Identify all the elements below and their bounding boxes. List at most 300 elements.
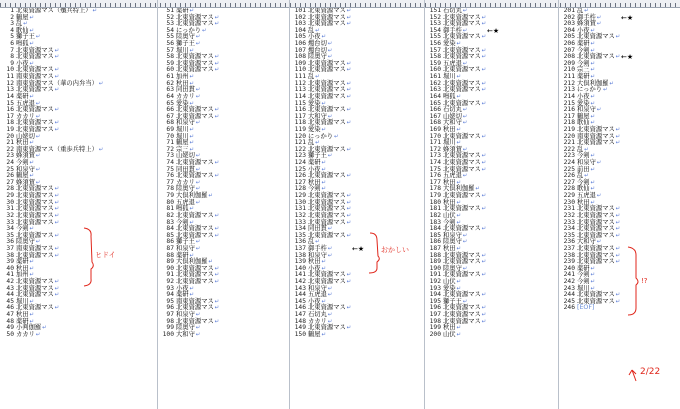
line-text: 秋田 <box>16 264 29 272</box>
line-break-icon: ↵ <box>29 41 35 48</box>
line-text: 大和守 <box>577 238 596 246</box>
line-number: 67 <box>166 112 174 120</box>
line-break-icon: ↵ <box>54 186 60 193</box>
line-number: 177 <box>429 178 441 186</box>
line-break-icon: ↵ <box>189 146 195 153</box>
line-number: 16 <box>6 106 14 114</box>
line-break-icon: ↵ <box>214 67 220 74</box>
line-number: 226 <box>563 172 575 180</box>
line-text: 北東資源マス <box>577 218 615 226</box>
line-number: 217 <box>563 112 575 120</box>
line-break-icon: ↵ <box>214 272 220 279</box>
line-text: 御手杵 <box>443 26 462 34</box>
line-text: 北東資源マス <box>443 159 481 167</box>
line-text: 北東資源マス <box>176 264 214 272</box>
line-text: 北東資源マス <box>176 231 214 239</box>
line-text: 山伏 <box>443 277 456 285</box>
line-text: 北東資源マス <box>176 172 214 180</box>
line-number: 187 <box>429 244 441 252</box>
line-break-icon: ↵ <box>481 160 487 167</box>
line-text: 北東資源マス <box>308 119 346 127</box>
line-text: 秋田 <box>443 244 456 252</box>
line-break-icon: ↵ <box>584 173 589 180</box>
line-break-icon: ↵ <box>315 27 320 34</box>
line-break-icon: ↵ <box>214 14 220 21</box>
line-text: 北東資源マス <box>16 53 54 61</box>
line-number: 77 <box>166 178 174 186</box>
line-break-icon: ↵ <box>42 325 47 332</box>
line-break-icon: ↵ <box>481 21 487 28</box>
line-number: 65 <box>166 99 174 107</box>
line-text: 北東資源マス <box>443 132 481 140</box>
line-text: 北東資源マス <box>308 277 346 285</box>
line-number: 238 <box>563 251 575 259</box>
line-text: 小判伽羅 <box>16 324 42 332</box>
line-text: 蜂須賀 <box>577 20 596 28</box>
line-break-icon: ↵ <box>29 27 35 34</box>
line-number: 110 <box>294 66 306 74</box>
line-number: 113 <box>294 86 306 94</box>
line-number: 12 <box>6 79 14 87</box>
line-text: 北東資源マス <box>16 125 54 133</box>
line-break-icon: ↵ <box>321 179 327 186</box>
line-break-icon: ↵ <box>456 179 462 186</box>
line-text: 五虎退 <box>308 291 327 299</box>
line-text: 陸奥守 <box>308 53 327 61</box>
line-number: 222 <box>563 145 575 153</box>
line-break-icon: ↵ <box>346 278 352 285</box>
line-break-icon: ↵ <box>462 265 468 272</box>
line-break-icon: ↵ <box>456 74 462 81</box>
line-number: 184 <box>429 225 441 233</box>
line-break-icon: ↵ <box>456 285 462 292</box>
line-text: 鳴狐 <box>443 92 456 100</box>
line-break-icon: ↵ <box>321 298 327 305</box>
line-text: 愛染 <box>443 40 456 48</box>
line-number: 91 <box>166 271 174 279</box>
line-break-icon: ↵ <box>590 47 596 54</box>
line-text: 鶴屋 <box>176 139 189 147</box>
line-break-icon: ↵ <box>29 312 35 319</box>
line-text: 今剣 <box>176 218 189 226</box>
line-break-icon: ↵ <box>346 14 352 21</box>
line-break-icon: ↵ <box>98 146 104 153</box>
line-break-icon: ↵ <box>596 107 602 114</box>
line-text: 北東資源マス <box>176 13 214 21</box>
editor-line[interactable] <box>0 332 156 339</box>
line-number: 150 <box>294 330 306 338</box>
editor-column-4[interactable] <box>427 8 555 409</box>
line-break-icon: ↵ <box>315 74 320 81</box>
line-number: 73 <box>166 152 174 160</box>
line-text: 北東資源マス <box>176 304 214 312</box>
line-number: 190 <box>429 264 441 272</box>
editor-column-3[interactable] <box>292 8 422 409</box>
line-break-icon: ↵ <box>615 206 621 213</box>
line-number: 87 <box>166 244 174 252</box>
line-text: 和泉守 <box>176 119 195 127</box>
line-number: 149 <box>294 324 306 332</box>
line-break-icon: ↵ <box>603 87 608 94</box>
line-number: 186 <box>429 238 441 246</box>
line-number: 97 <box>166 311 174 319</box>
line-text: 御手杵 <box>577 13 596 21</box>
editor-line[interactable] <box>160 332 286 339</box>
line-break-icon: ↵ <box>590 272 596 279</box>
line-number: 123 <box>294 152 306 160</box>
line-number: 178 <box>429 185 441 193</box>
line-break-icon: ↵ <box>346 87 352 94</box>
star-marker: ←★ <box>621 53 634 62</box>
line-break-icon: ↵ <box>189 74 195 81</box>
line-text: 北東資源マス <box>308 172 346 180</box>
line-text: 山姥切 <box>16 132 35 140</box>
line-number: 202 <box>563 13 575 21</box>
line-number: 220 <box>563 132 575 140</box>
line-number: 44 <box>6 291 14 299</box>
line-text: 北東資源マス <box>308 79 346 87</box>
line-break-icon: ↵ <box>462 298 468 305</box>
line-break-icon: ↵ <box>321 100 327 107</box>
line-break-icon: ↵ <box>481 252 487 259</box>
line-break-icon: ↵ <box>202 27 207 34</box>
line-number: 70 <box>166 132 174 140</box>
line-number: 216 <box>563 106 575 114</box>
line-text: 北東資源マス <box>443 304 481 312</box>
line-break-icon: ↵ <box>590 100 596 107</box>
editor-line[interactable] <box>427 332 555 339</box>
line-number: 14 <box>6 92 14 100</box>
line-break-icon: ↵ <box>456 245 462 252</box>
line-break-icon: ↵ <box>35 113 41 120</box>
line-break-icon: ↵ <box>321 126 327 133</box>
line-text: 秋田 <box>16 139 29 147</box>
line-text: 北東資源マス <box>176 211 214 219</box>
line-text: 宗三 <box>577 66 590 74</box>
editor-line[interactable] <box>561 305 680 312</box>
line-number: 193 <box>429 284 441 292</box>
line-break-icon: ↵ <box>584 8 589 14</box>
line-break-icon: ↵ <box>54 126 60 133</box>
line-break-icon: ↵ <box>189 80 195 87</box>
line-number: 53 <box>166 20 174 28</box>
line-number: 211 <box>563 73 575 81</box>
line-break-icon: ↵ <box>615 34 621 41</box>
line-text: 蜂須賀 <box>16 178 35 186</box>
line-text: カカリ <box>16 330 35 338</box>
line-break-icon: ↵ <box>195 325 201 332</box>
line-text: 北東資源マス <box>577 251 615 259</box>
line-text: 五虎退 <box>443 59 462 67</box>
line-number: 96 <box>166 304 174 312</box>
line-number: 45 <box>6 297 14 305</box>
line-text: 北東資源マス <box>443 99 481 107</box>
line-text: 南東資源マス（華の内弁当） <box>16 79 98 87</box>
line-text: 北東資源マス <box>308 59 346 67</box>
line-text: 北東資源マス <box>176 66 214 74</box>
editor-column-5[interactable] <box>561 8 680 409</box>
line-break-icon: ↵ <box>462 120 468 127</box>
line-number: 126 <box>294 172 306 180</box>
line-break-icon: ↵ <box>590 166 596 173</box>
eof-marker: [EOF] <box>577 304 595 312</box>
line-break-icon: ↵ <box>590 186 596 193</box>
line-number: 39 <box>6 258 14 266</box>
line-number: 233 <box>563 218 575 226</box>
line-number: 24 <box>6 159 14 167</box>
line-text: 獅子王 <box>176 238 195 246</box>
line-number: 161 <box>429 73 441 81</box>
line-break-icon: ↵ <box>596 160 602 167</box>
line-break-icon: ↵ <box>462 173 468 180</box>
line-break-icon: ↵ <box>475 186 481 193</box>
line-number: 223 <box>563 152 575 160</box>
line-break-icon: ↵ <box>327 54 333 61</box>
line-number: 122 <box>294 145 306 153</box>
line-break-icon: ↵ <box>346 80 352 87</box>
line-break-icon: ↵ <box>29 226 35 233</box>
line-text: 北東資源マス <box>16 218 54 226</box>
line-number: 136 <box>294 238 306 246</box>
line-text: 北東資源マス <box>308 8 346 14</box>
line-break-icon: ↵ <box>54 67 60 74</box>
line-text: 薬研 <box>577 264 590 272</box>
line-break-icon: ↵ <box>321 259 327 266</box>
line-break-icon: ↵ <box>481 14 487 21</box>
line-text: 北東資源マス <box>176 225 214 233</box>
line-break-icon: ↵ <box>29 173 35 180</box>
line-number: 153 <box>429 20 441 28</box>
line-number: 140 <box>294 264 306 272</box>
line-break-icon: ↵ <box>54 292 60 299</box>
line-number: 3 <box>10 20 14 28</box>
line-number: 192 <box>429 277 441 285</box>
line-number: 71 <box>166 139 174 147</box>
line-break-icon: ↵ <box>615 133 621 140</box>
line-text: 北東資源マス <box>577 125 615 133</box>
line-number: 154 <box>429 26 441 34</box>
line-break-icon: ↵ <box>54 120 60 127</box>
line-number: 130 <box>294 198 306 206</box>
line-break-icon: ↵ <box>481 67 487 74</box>
line-break-icon: ↵ <box>214 318 220 325</box>
line-text: 北東資源マス <box>577 244 615 252</box>
line-text: 愛染 <box>176 99 189 107</box>
line-text: 北東資源マス <box>176 59 214 67</box>
line-text: 歌仙 <box>577 185 590 193</box>
line-number: 176 <box>429 172 441 180</box>
line-number: 197 <box>429 311 441 319</box>
line-number: 135 <box>294 231 306 239</box>
line-text: 北東資源マス <box>16 231 54 239</box>
line-break-icon: ↵ <box>327 226 333 233</box>
line-break-icon: ↵ <box>35 133 41 140</box>
line-number: 234 <box>563 225 575 233</box>
line-number: 196 <box>429 304 441 312</box>
line-number: 28 <box>6 185 14 193</box>
line-number: 179 <box>429 192 441 200</box>
line-break-icon: ↵ <box>615 292 621 299</box>
line-text: 秋田 <box>308 178 321 186</box>
line-number: 47 <box>6 311 14 319</box>
line-number: 188 <box>429 251 441 259</box>
line-text: 和泉守 <box>16 165 35 173</box>
line-number: 180 <box>429 198 441 206</box>
line-number: 168 <box>429 119 441 127</box>
line-number: 191 <box>429 271 441 279</box>
line-number: 21 <box>6 139 14 147</box>
line-break-icon: ↵ <box>214 113 220 120</box>
line-break-icon: ↵ <box>214 265 220 272</box>
line-text: にっかり <box>176 26 202 34</box>
line-break-icon: ↵ <box>189 47 195 54</box>
line-text: 今剣 <box>577 277 590 285</box>
line-number: 205 <box>563 33 575 41</box>
line-break-icon: ↵ <box>54 305 60 312</box>
line-number: 206 <box>563 40 575 48</box>
line-text: 北東資源マス <box>16 251 54 259</box>
line-break-icon: ↵ <box>346 212 352 219</box>
line-number: 129 <box>294 192 306 200</box>
line-text: 北東資源マス <box>176 317 214 325</box>
line-number: 199 <box>429 324 441 332</box>
line-break-icon: ↵ <box>195 179 201 186</box>
line-number: 46 <box>6 304 14 312</box>
line-text: 秋田 <box>443 125 456 133</box>
line-text: 同田貫 <box>176 165 195 173</box>
editor-column-2[interactable] <box>160 8 286 409</box>
line-text: 今剣 <box>577 46 590 54</box>
line-break-icon: ↵ <box>590 41 596 48</box>
line-break-icon: ↵ <box>590 285 596 292</box>
line-break-icon: ↵ <box>321 160 327 167</box>
line-text: 和泉守 <box>577 159 596 167</box>
line-text: 薬研 <box>16 258 29 266</box>
line-number: 128 <box>294 185 306 193</box>
line-break-icon: ↵ <box>346 107 352 114</box>
line-text: 北東資源マス <box>16 291 54 299</box>
line-text: 薬研 <box>176 251 189 259</box>
line-number: 242 <box>563 277 575 285</box>
line-text: 北東資源マス <box>176 106 214 114</box>
line-break-icon: ↵ <box>214 226 220 233</box>
line-text: 堀川 <box>176 46 189 54</box>
line-text: 南東資源マス <box>577 132 615 140</box>
line-text: 北東資源マス <box>443 291 481 299</box>
line-number: 9 <box>10 59 14 67</box>
line-text: 北東資源マス <box>308 211 346 219</box>
line-break-icon: ↵ <box>590 278 596 285</box>
column-separator <box>424 0 425 409</box>
line-number: 80 <box>166 198 174 206</box>
line-number: 133 <box>294 218 306 226</box>
line-text: 小夜 <box>16 59 29 67</box>
line-break-icon: ↵ <box>481 305 487 312</box>
line-text: 歌仙 <box>16 26 29 34</box>
line-break-icon: ↵ <box>462 239 468 246</box>
line-text: 小夜 <box>308 264 321 272</box>
line-number: 68 <box>166 119 174 127</box>
line-break-icon: ↵ <box>327 292 333 299</box>
line-number: 11 <box>6 73 14 81</box>
line-break-icon: ↵ <box>98 80 104 87</box>
line-text: 北東資源マス <box>443 271 481 279</box>
line-text: 北東資源マス <box>577 211 615 219</box>
line-break-icon: ↵ <box>195 41 201 48</box>
line-number: 64 <box>166 92 174 100</box>
line-number: 33 <box>6 218 14 226</box>
line-number: 229 <box>563 192 575 200</box>
line-break-icon: ↵ <box>346 199 352 206</box>
line-break-icon: ↵ <box>195 199 201 206</box>
line-break-icon: ↵ <box>214 173 220 180</box>
line-break-icon: ↵ <box>346 325 352 332</box>
line-break-icon: ↵ <box>35 179 41 186</box>
line-number: 208 <box>563 53 575 61</box>
line-break-icon: ↵ <box>195 245 201 252</box>
line-text: 北東資源マス <box>16 211 54 219</box>
line-text: 和泉守 <box>577 106 596 114</box>
line-number: 2 <box>10 13 14 21</box>
line-break-icon: ↵ <box>462 60 468 67</box>
line-break-icon: ↵ <box>481 153 487 160</box>
line-text: 北東資源マス <box>577 225 615 233</box>
line-number: 82 <box>166 211 174 219</box>
line-number: 215 <box>563 99 575 107</box>
line-number: 59 <box>166 59 174 67</box>
line-text: 愛染 <box>443 284 456 292</box>
line-number: 246 <box>563 304 575 312</box>
line-number: 194 <box>429 291 441 299</box>
line-number: 55 <box>166 33 174 41</box>
line-break-icon: ↵ <box>462 146 468 153</box>
line-number: 89 <box>166 258 174 266</box>
line-number: 10 <box>6 66 14 74</box>
editor-column-1[interactable] <box>0 8 156 409</box>
line-break-icon: ↵ <box>615 226 621 233</box>
line-number: 155 <box>429 33 441 41</box>
line-number: 181 <box>429 205 441 213</box>
line-break-icon: ↵ <box>189 219 195 226</box>
line-break-icon: ↵ <box>327 252 333 259</box>
line-text: にっかり <box>308 132 334 140</box>
line-break-icon: ↵ <box>195 166 201 173</box>
line-text: 北東資源マス <box>308 66 346 74</box>
editor-line[interactable] <box>292 332 422 339</box>
line-text: 北東資源マス <box>443 13 481 21</box>
line-text: 愛染 <box>308 125 321 133</box>
line-text: 北東資源マス <box>308 324 346 332</box>
line-text: 鶴屋 <box>577 112 590 120</box>
line-number: 105 <box>294 33 306 41</box>
line-number: 163 <box>429 86 441 94</box>
line-break-icon: ↵ <box>195 120 201 127</box>
line-break-icon: ↵ <box>481 272 487 279</box>
line-text: 五虎退 <box>443 172 462 180</box>
line-number: 23 <box>6 152 14 160</box>
line-text: 小夜 <box>308 33 321 41</box>
line-break-icon: ↵ <box>615 126 621 133</box>
line-break-icon: ↵ <box>346 193 352 200</box>
line-text: 乱 <box>308 139 315 147</box>
line-break-icon: ↵ <box>327 153 333 160</box>
line-break-icon: ↵ <box>54 212 60 219</box>
line-text: 五虎退 <box>16 99 35 107</box>
line-text: 乱 <box>16 20 23 28</box>
line-number: 162 <box>429 79 441 87</box>
line-text: 北東資源マス <box>308 304 346 312</box>
line-number: 170 <box>429 132 441 140</box>
